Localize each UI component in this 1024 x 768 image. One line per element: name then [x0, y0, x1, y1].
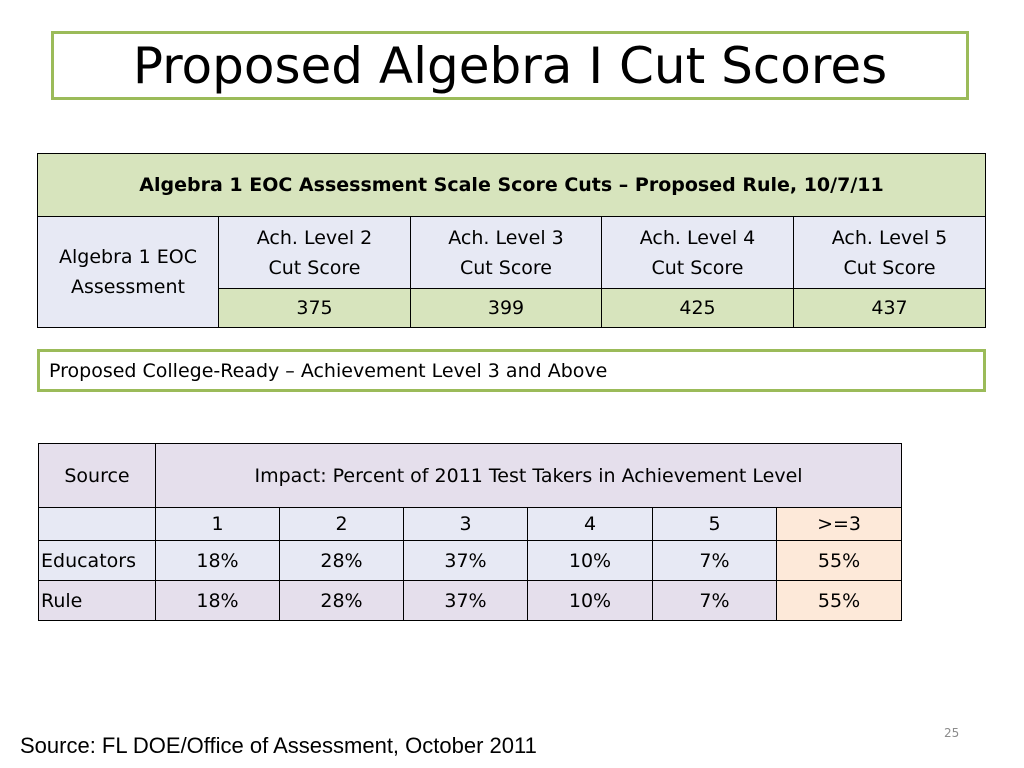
table-row — [39, 581, 902, 621]
table-cell: 37% — [404, 541, 528, 581]
slide-title: Proposed Algebra I Cut Scores — [132, 36, 888, 95]
row-source-label: Educators — [39, 541, 156, 581]
row-source-label: Rule — [39, 581, 156, 621]
impact-table — [38, 443, 902, 621]
empty-corner-cell — [39, 508, 156, 541]
table-cell: 7% — [653, 541, 777, 581]
table-cell-level3-plus: 55% — [777, 541, 902, 581]
table-cell: 18% — [156, 581, 280, 621]
assessment-label-cell — [38, 217, 219, 328]
level-2-label: Ach. Level 2 — [256, 226, 373, 249]
column-header: 4 — [528, 508, 653, 541]
column-header: 1 — [156, 508, 280, 541]
level-3-sublabel: Cut Score — [459, 256, 552, 279]
source-note: Source: FL DOE/Office of Assessment, October 2011 — [20, 733, 537, 758]
table-cell: 10% — [528, 581, 653, 621]
college-ready-text: Proposed College-Ready – Achievement Level 3 and Above — [49, 359, 608, 382]
level-4-sublabel: Cut Score — [651, 256, 744, 279]
table-cell: 37% — [404, 581, 528, 621]
level-3-cut-score: 399 — [411, 289, 602, 328]
table-cell: 7% — [653, 581, 777, 621]
level-5-sublabel: Cut Score — [843, 256, 936, 279]
level-5-header — [794, 217, 986, 289]
cut-table-header: Algebra 1 EOC Assessment Scale Score Cuts – Proposed Rule, 10/7/11 — [38, 154, 986, 217]
table-cell: 10% — [528, 541, 653, 581]
level-2-cut-score: 375 — [219, 289, 411, 328]
slide-number: 25 — [944, 726, 960, 740]
level-4-header — [602, 217, 794, 289]
table-row — [39, 541, 902, 581]
column-header-level3-plus: >=3 — [777, 508, 902, 541]
level-3-header — [411, 217, 602, 289]
assessment-label-line1: Algebra 1 EOC — [59, 246, 197, 268]
level-5-cut-score: 437 — [794, 289, 986, 328]
level-4-cut-score: 425 — [602, 289, 794, 328]
source-header: Source — [39, 444, 156, 508]
column-header: 5 — [653, 508, 777, 541]
level-2-sublabel: Cut Score — [268, 256, 361, 279]
column-header: 2 — [280, 508, 404, 541]
table-cell: 28% — [280, 581, 404, 621]
table-cell: 28% — [280, 541, 404, 581]
level-4-label: Ach. Level 4 — [639, 226, 756, 249]
level-2-header — [219, 217, 411, 289]
table-cell-level3-plus: 55% — [777, 581, 902, 621]
college-ready-note — [37, 349, 986, 392]
impact-header: Impact: Percent of 2011 Test Takers in Achievement Level — [156, 444, 902, 508]
level-5-label: Ach. Level 5 — [831, 226, 948, 249]
table-cell: 18% — [156, 541, 280, 581]
assessment-label-line2: Assessment — [71, 276, 185, 298]
level-3-label: Ach. Level 3 — [448, 226, 564, 249]
title-box — [51, 31, 969, 100]
column-header: 3 — [404, 508, 528, 541]
cut-score-table — [37, 153, 986, 328]
